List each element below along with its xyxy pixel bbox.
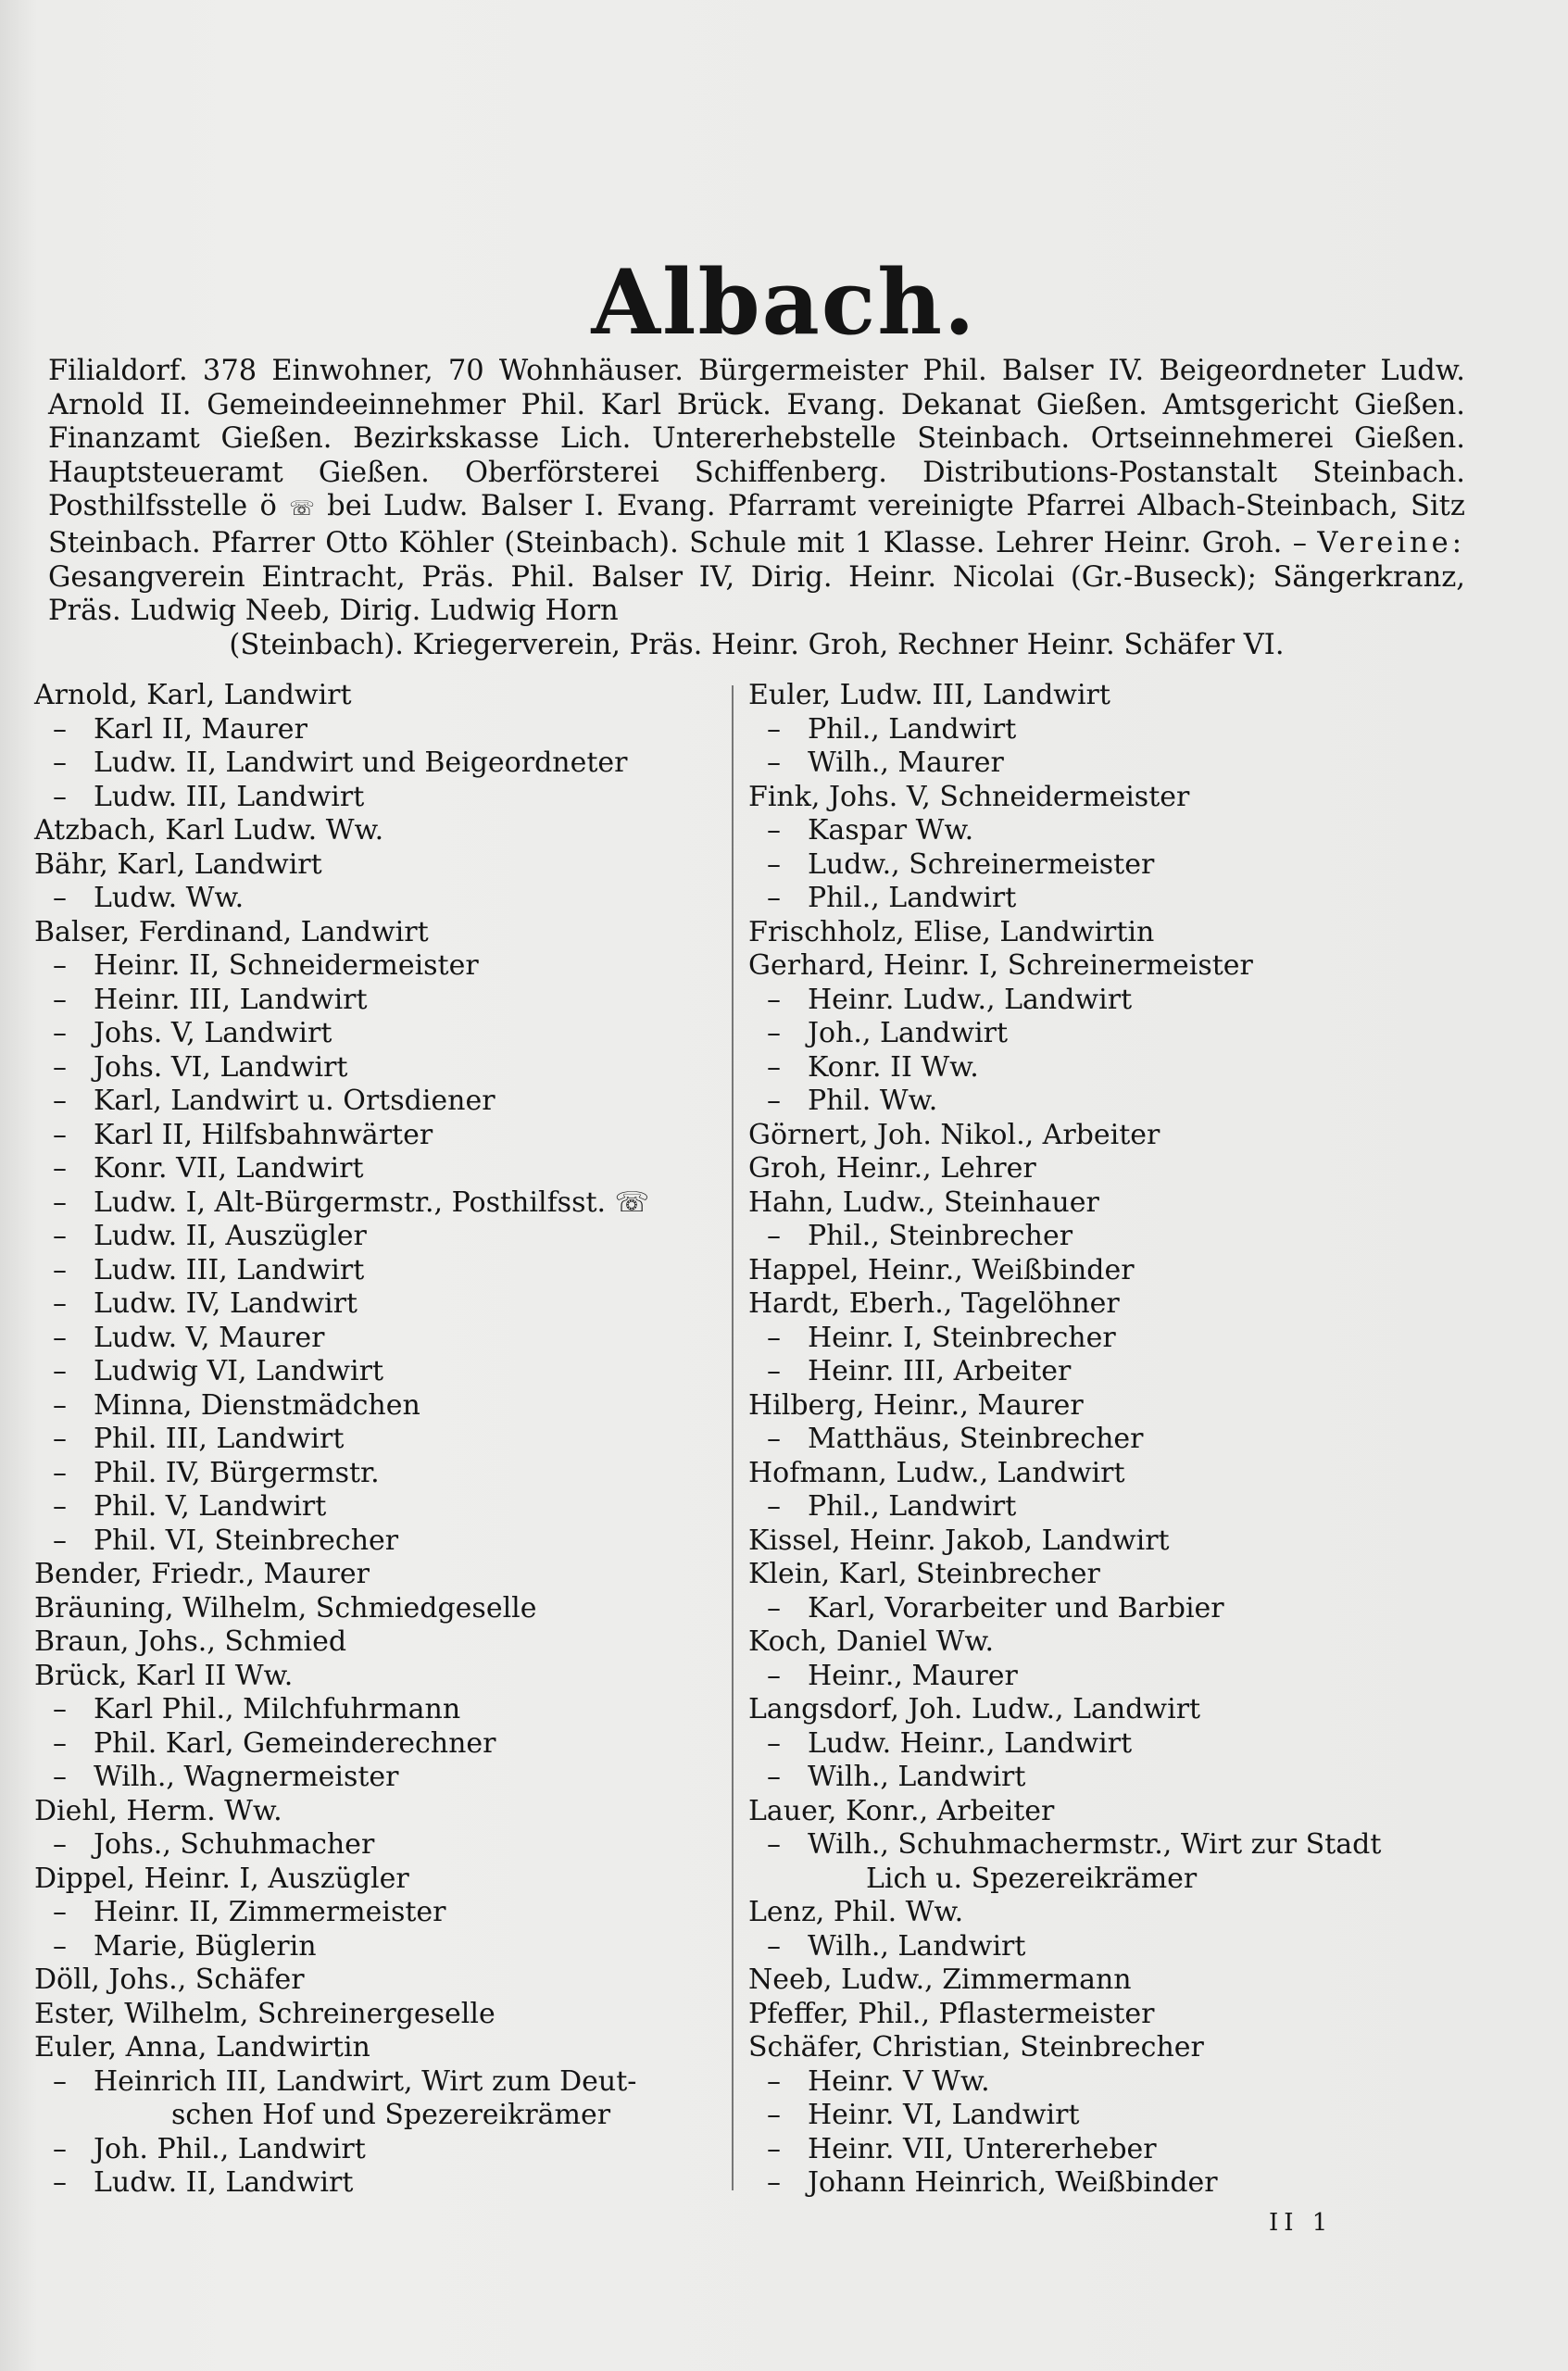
list-item <box>748 746 1489 781</box>
entry-text: Heinr. II, Zimmermeister <box>94 1896 446 1928</box>
list-item <box>748 1625 1489 1660</box>
list-item <box>34 1287 729 1322</box>
ditto-dash: – <box>767 1659 781 1692</box>
entry-text: Balser, Ferdinand, Landwirt <box>34 915 429 948</box>
entry-text: Konr. VII, Landwirt <box>94 1152 364 1185</box>
list-item <box>748 2099 1489 2133</box>
list-item <box>748 1998 1489 2032</box>
list-item <box>748 984 1489 1018</box>
entry-text: Ludw. III, Landwirt <box>94 780 365 813</box>
entry-text: Joh., Landwirt <box>808 1017 1009 1049</box>
entry-text: Phil., Landwirt <box>808 1490 1017 1523</box>
list-item <box>34 814 729 848</box>
list-item <box>748 1828 1489 1863</box>
list-item <box>34 1863 729 1897</box>
ditto-dash: – <box>53 1085 67 1117</box>
ditto-dash: – <box>767 1591 781 1625</box>
list-item <box>748 1017 1489 1051</box>
list-item <box>748 679 1489 713</box>
list-item <box>34 1051 729 1085</box>
entry-text: Phil., Landwirt <box>808 712 1017 746</box>
list-item <box>34 1423 729 1457</box>
ditto-dash: – <box>53 1828 67 1861</box>
ditto-dash: – <box>53 1118 67 1151</box>
entry-text: Johs., Schuhmacher <box>94 1828 375 1861</box>
entry-text: Phil., Steinbrecher <box>808 1220 1073 1252</box>
list-item <box>748 949 1489 984</box>
list-item <box>34 1693 729 1727</box>
list-item <box>748 1186 1489 1221</box>
ditto-dash: – <box>53 1693 67 1725</box>
entry-text: Happel, Heinr., Weißbinder <box>748 1253 1135 1286</box>
ditto-dash: – <box>53 1726 67 1760</box>
entry-text: Lauer, Konr., Arbeiter <box>748 1794 1055 1827</box>
list-item <box>34 1558 729 1592</box>
entry-text: Brück, Karl II Ww. <box>34 1659 294 1692</box>
ditto-dash: – <box>53 1929 67 1963</box>
entry-text: Diehl, Herm. Ww. <box>34 1794 282 1827</box>
ditto-dash: – <box>767 1726 781 1760</box>
entry-text: Langsdorf, Joh. Ludw., Landwirt <box>748 1693 1201 1725</box>
entry-text: Döll, Johs., Schäfer <box>34 1963 305 1996</box>
list-item <box>748 2133 1489 2167</box>
entry-text: Fink, Johs. V, Schneidermeister <box>748 780 1190 813</box>
entry-text: Ludw. V, Maurer <box>94 1321 325 1354</box>
entry-text: Karl Phil., Milchfuhrmann <box>94 1693 461 1725</box>
list-item <box>748 1389 1489 1424</box>
entry-continuation: schen Hof und Spezereikrämer <box>171 2099 611 2131</box>
ditto-dash: – <box>53 1186 67 1219</box>
list-item <box>748 2065 1489 2100</box>
entry-text: Joh. Phil., Landwirt <box>94 2132 366 2165</box>
ditto-dash: – <box>767 2064 781 2098</box>
list-item <box>748 1287 1489 1322</box>
entry-text: Frischholz, Elise, Landwirtin <box>748 915 1155 948</box>
list-item <box>748 1963 1489 1998</box>
entry-text: Wilh., Schuhmachermstr., Wirt zur Stadt <box>808 1828 1382 1861</box>
list-item <box>748 1355 1489 1389</box>
list-item <box>748 781 1489 815</box>
list-item <box>34 1727 729 1762</box>
entry-text: Braun, Johs., Schmied <box>34 1625 347 1658</box>
ditto-dash: – <box>53 1524 67 1557</box>
list-item <box>34 1389 729 1424</box>
entry-text: Schäfer, Christian, Steinbrecher <box>748 2031 1204 2064</box>
list-item <box>34 1795 729 1829</box>
list-item <box>748 1761 1489 1795</box>
list-item <box>34 949 729 984</box>
entry-text: Gerhard, Heinr. I, Schreinermeister <box>748 949 1253 982</box>
intro-text: Filialdorf. 378 Einwohner, 70 Wohnhäuser. Bürgermeister Phil. Balser IV. Beigeordneter Ludw. Arnold II. Gemeindeeinnehmer Phil. Karl Brück. Evang. Dekanat Gießen. Amtsgericht Gießen. Finanzamt Gießen. Bezirkskasse Lich. Untererhebstelle Steinbach. Ortseinnehmerei Gießen. Hauptsteueramt Gießen. Oberförsterei Schiffenberg. Distributions-Postanstalt Steinbach. Posthilfsstelle ö <box>48 355 1465 523</box>
list-item <box>34 2133 729 2167</box>
ditto-dash: – <box>767 882 781 914</box>
list-item <box>34 848 729 883</box>
ditto-dash: – <box>53 746 67 779</box>
entry-text: Heinrich III, Landwirt, Wirt zum Deut- <box>94 2064 637 2098</box>
list-item <box>34 1322 729 1356</box>
entry-text: Phil., Landwirt <box>808 882 1017 914</box>
entry-text: Hofmann, Ludw., Landwirt <box>748 1456 1125 1489</box>
entry-text: Wilh., Landwirt <box>808 1761 1026 1793</box>
list-item <box>34 1490 729 1524</box>
list-item <box>34 679 729 713</box>
entry-text: Heinr. VII, Untererheber <box>808 2132 1157 2165</box>
list-item <box>748 1660 1489 1694</box>
page-number: II 1 <box>1269 2209 1334 2237</box>
entry-text: Karl, Vorarbeiter und Barbier <box>808 1591 1224 1625</box>
entry-text: Johs. VI, Landwirt <box>94 1050 348 1084</box>
ditto-dash: – <box>53 1490 67 1523</box>
ditto-dash: – <box>767 1490 781 1523</box>
list-item <box>748 1254 1489 1288</box>
entry-text: Neeb, Ludw., Zimmermann <box>748 1963 1132 1996</box>
entry-text: Karl, Landwirt u. Ortsdiener <box>94 1085 495 1117</box>
ditto-dash: – <box>767 814 781 847</box>
entry-text: Ludw., Schreinermeister <box>808 847 1155 881</box>
entry-text: Wilh., Wagnermeister <box>94 1761 399 1793</box>
entry-text: Marie, Büglerin <box>94 1929 317 1963</box>
list-item <box>748 713 1489 747</box>
list-item <box>748 1524 1489 1559</box>
ditto-dash: – <box>53 780 67 813</box>
ditto-dash: – <box>53 1896 67 1928</box>
ditto-dash: – <box>767 1828 781 1861</box>
list-item <box>748 916 1489 950</box>
list-item <box>748 1558 1489 1592</box>
ditto-dash: – <box>53 1423 67 1455</box>
ditto-dash: – <box>53 1355 67 1387</box>
ditto-dash: – <box>53 1388 67 1422</box>
intro-text-3: Gesangverein Eintracht, Präs. Phil. Balser IV, Dirig. Heinr. Nicolai (Gr.-Buseck); Sängerkranz, Präs. Ludwig Neeb, Dirig. Ludwig Horn <box>48 560 1465 628</box>
ditto-dash: – <box>767 2099 781 2131</box>
entry-text: Heinr. II, Schneidermeister <box>94 949 479 982</box>
entry-text: Minna, Dienstmädchen <box>94 1388 420 1422</box>
list-item <box>34 1896 729 1930</box>
entry-text: Bender, Friedr., Maurer <box>34 1558 370 1590</box>
entry-text: Heinr. Ludw., Landwirt <box>808 983 1133 1016</box>
entry-text: Heinr. V Ww. <box>808 2064 990 2098</box>
ditto-dash: – <box>53 1761 67 1793</box>
resident-list-right <box>748 679 1489 2201</box>
list-item <box>34 1254 729 1288</box>
list-item <box>34 916 729 950</box>
list-item <box>748 814 1489 848</box>
ditto-dash: – <box>767 1355 781 1387</box>
list-item <box>34 2065 729 2100</box>
list-item <box>34 1017 729 1051</box>
ditto-dash: – <box>767 2132 781 2165</box>
entry-text: Heinr., Maurer <box>808 1659 1018 1692</box>
list-item <box>34 1186 729 1221</box>
list-item <box>34 1355 729 1389</box>
entry-text: Phil. VI, Steinbrecher <box>94 1524 399 1557</box>
list-item <box>34 1660 729 1694</box>
entry-text: Matthäus, Steinbrecher <box>808 1423 1144 1455</box>
ditto-dash: – <box>767 2166 781 2199</box>
ditto-dash: – <box>53 1287 67 1320</box>
ditto-dash: – <box>767 746 781 779</box>
entry-text: Hardt, Eberh., Tagelöhner <box>748 1287 1120 1320</box>
vereine-label: Vereine: <box>1317 526 1465 559</box>
resident-list-left <box>34 679 729 2201</box>
list-item <box>34 882 729 916</box>
ditto-dash: – <box>767 1321 781 1354</box>
list-item <box>748 882 1489 916</box>
entry-text: Ludw. Heinr., Landwirt <box>808 1726 1133 1760</box>
list-item <box>748 1896 1489 1930</box>
entry-continuation: Lich u. Spezereikrämer <box>866 1862 1198 1895</box>
entry-text: Kaspar Ww. <box>808 814 974 847</box>
list-item <box>748 1490 1489 1524</box>
list-item <box>34 1457 729 1491</box>
entry-text: Ludw. III, Landwirt <box>94 1253 365 1286</box>
ditto-dash: – <box>53 2166 67 2199</box>
entry-text: Heinr. I, Steinbrecher <box>808 1321 1116 1354</box>
list-item <box>748 1152 1489 1186</box>
list-item <box>34 1085 729 1119</box>
entry-text: Dippel, Heinr. I, Auszügler <box>34 1862 409 1895</box>
entry-text: Hilberg, Heinr., Maurer <box>748 1388 1084 1422</box>
entry-text: Karl II, Hilfsbahnwärter <box>94 1118 433 1151</box>
entry-text: Görnert, Joh. Nikol., Arbeiter <box>748 1118 1160 1151</box>
entry-text: Wilh., Landwirt <box>808 1929 1026 1963</box>
list-item <box>748 1322 1489 1356</box>
entry-text: Johs. V, Landwirt <box>94 1017 332 1049</box>
entry-text: Koch, Daniel Ww. <box>748 1625 995 1658</box>
entry-text: Ludw. I, Alt-Bürgermstr., Posthilfsst. ☏ <box>94 1186 650 1219</box>
list-item <box>34 1625 729 1660</box>
entry-text: Lenz, Phil. Ww. <box>748 1896 964 1928</box>
list-item <box>748 1085 1489 1119</box>
ditto-dash: – <box>53 983 67 1016</box>
list-item <box>34 1828 729 1863</box>
list-item <box>34 1930 729 1964</box>
ditto-dash: – <box>767 712 781 746</box>
entry-text: Arnold, Karl, Landwirt <box>34 679 352 711</box>
ditto-dash: – <box>53 1017 67 1049</box>
entry-text: Bräuning, Wilhelm, Schmiedgeselle <box>34 1591 537 1625</box>
list-item <box>748 1795 1489 1829</box>
entry-text: Klein, Karl, Steinbrecher <box>748 1558 1100 1590</box>
ditto-dash: – <box>767 1085 781 1117</box>
entry-text: Hahn, Ludw., Steinhauer <box>748 1186 1099 1219</box>
ditto-dash: – <box>53 1253 67 1286</box>
ditto-dash: – <box>767 1761 781 1793</box>
entry-text: Phil. Ww. <box>808 1085 938 1117</box>
entry-text: Heinr. VI, Landwirt <box>808 2099 1080 2131</box>
entry-text: Groh, Heinr., Lehrer <box>748 1152 1036 1185</box>
entry-text: Euler, Anna, Landwirtin <box>34 2031 370 2064</box>
entry-text: Phil. III, Landwirt <box>94 1423 345 1455</box>
column-divider <box>732 685 734 2190</box>
entry-text: Konr. II Ww. <box>808 1050 979 1084</box>
ditto-dash: – <box>767 1017 781 1049</box>
list-item <box>748 1930 1489 1964</box>
entry-text: Ludw. II, Landwirt und Beigeordneter <box>94 746 628 779</box>
intro-last-line: (Steinbach). Kriegerverein, Präs. Heinr. Groh, Rechner Heinr. Schäfer VI. <box>229 628 1285 661</box>
list-item <box>34 1963 729 1998</box>
list-item <box>34 2031 729 2065</box>
ditto-dash: – <box>53 1456 67 1489</box>
list-item <box>748 1051 1489 1085</box>
list-item <box>748 2166 1489 2201</box>
list-item <box>34 984 729 1018</box>
list-item <box>34 2166 729 2201</box>
list-item <box>34 1220 729 1254</box>
entry-text: Heinr. III, Arbeiter <box>808 1355 1072 1387</box>
list-item <box>748 1423 1489 1457</box>
list-item <box>34 1524 729 1559</box>
ditto-dash: – <box>53 1050 67 1084</box>
entry-text: Karl II, Maurer <box>94 712 307 746</box>
list-item <box>748 1727 1489 1762</box>
entry-text: Kissel, Heinr. Jakob, Landwirt <box>748 1524 1170 1557</box>
list-item <box>748 1693 1489 1727</box>
telephone-hand-icon: ☏ <box>289 497 315 521</box>
ditto-dash: – <box>767 1423 781 1455</box>
intro-paragraph <box>48 355 1465 662</box>
entry-text: Phil. IV, Bürgermstr. <box>94 1456 380 1489</box>
entry-text: Phil. Karl, Gemeinderechner <box>94 1726 496 1760</box>
list-item <box>34 1119 729 1153</box>
list-item <box>748 2031 1489 2065</box>
intro-text-2: bei Ludw. Balser I. Evang. Pfarramt vereinigte Pfarrei Albach-Steinbach, Sitz Steinbach. Pfarrer Otto Köhler (Steinbach). Schule mit 1 Klasse. Lehrer Heinr. Groh. – <box>48 490 1465 559</box>
entry-text: Wilh., Maurer <box>808 746 1004 779</box>
entry-text: Johann Heinrich, Weißbinder <box>808 2166 1218 2199</box>
list-item <box>34 1761 729 1795</box>
list-item <box>34 1152 729 1186</box>
list-item <box>34 1592 729 1626</box>
entry-text: Bähr, Karl, Landwirt <box>34 847 322 881</box>
entry-text: Pfeffer, Phil., Pflastermeister <box>748 1997 1155 2030</box>
ditto-dash: – <box>767 1050 781 1084</box>
entry-text: Heinr. III, Landwirt <box>94 983 368 1016</box>
page-title: Albach. <box>591 250 977 355</box>
ditto-dash: – <box>53 949 67 982</box>
list-item <box>34 1998 729 2032</box>
entry-text: Ludw. II, Landwirt <box>94 2166 354 2199</box>
ditto-dash: – <box>767 1220 781 1252</box>
ditto-dash: – <box>53 1220 67 1252</box>
ditto-dash: – <box>53 2064 67 2098</box>
ditto-dash: – <box>53 882 67 914</box>
entry-text: Phil. V, Landwirt <box>94 1490 327 1523</box>
ditto-dash: – <box>767 847 781 881</box>
entry-text: Ester, Wilhelm, Schreinergeselle <box>34 1997 495 2030</box>
entry-text: Ludwig VI, Landwirt <box>94 1355 384 1387</box>
entry-text: Atzbach, Karl Ludw. Ww. <box>34 814 384 847</box>
list-item <box>748 1119 1489 1153</box>
ditto-dash: – <box>53 2132 67 2165</box>
entry-text: Ludw. Ww. <box>94 882 245 914</box>
list-item <box>34 781 729 815</box>
list-item <box>748 1592 1489 1626</box>
ditto-dash: – <box>53 712 67 746</box>
ditto-dash: – <box>767 983 781 1016</box>
list-item <box>34 713 729 747</box>
entry-text: Euler, Ludw. III, Landwirt <box>748 679 1110 711</box>
list-item <box>748 1220 1489 1254</box>
list-item <box>748 848 1489 883</box>
ditto-dash: – <box>53 1152 67 1185</box>
ditto-dash: – <box>767 1929 781 1963</box>
list-item <box>34 746 729 781</box>
ditto-dash: – <box>53 1321 67 1354</box>
list-item <box>748 1457 1489 1491</box>
entry-text: Ludw. IV, Landwirt <box>94 1287 358 1320</box>
entry-text: Ludw. II, Auszügler <box>94 1220 367 1252</box>
